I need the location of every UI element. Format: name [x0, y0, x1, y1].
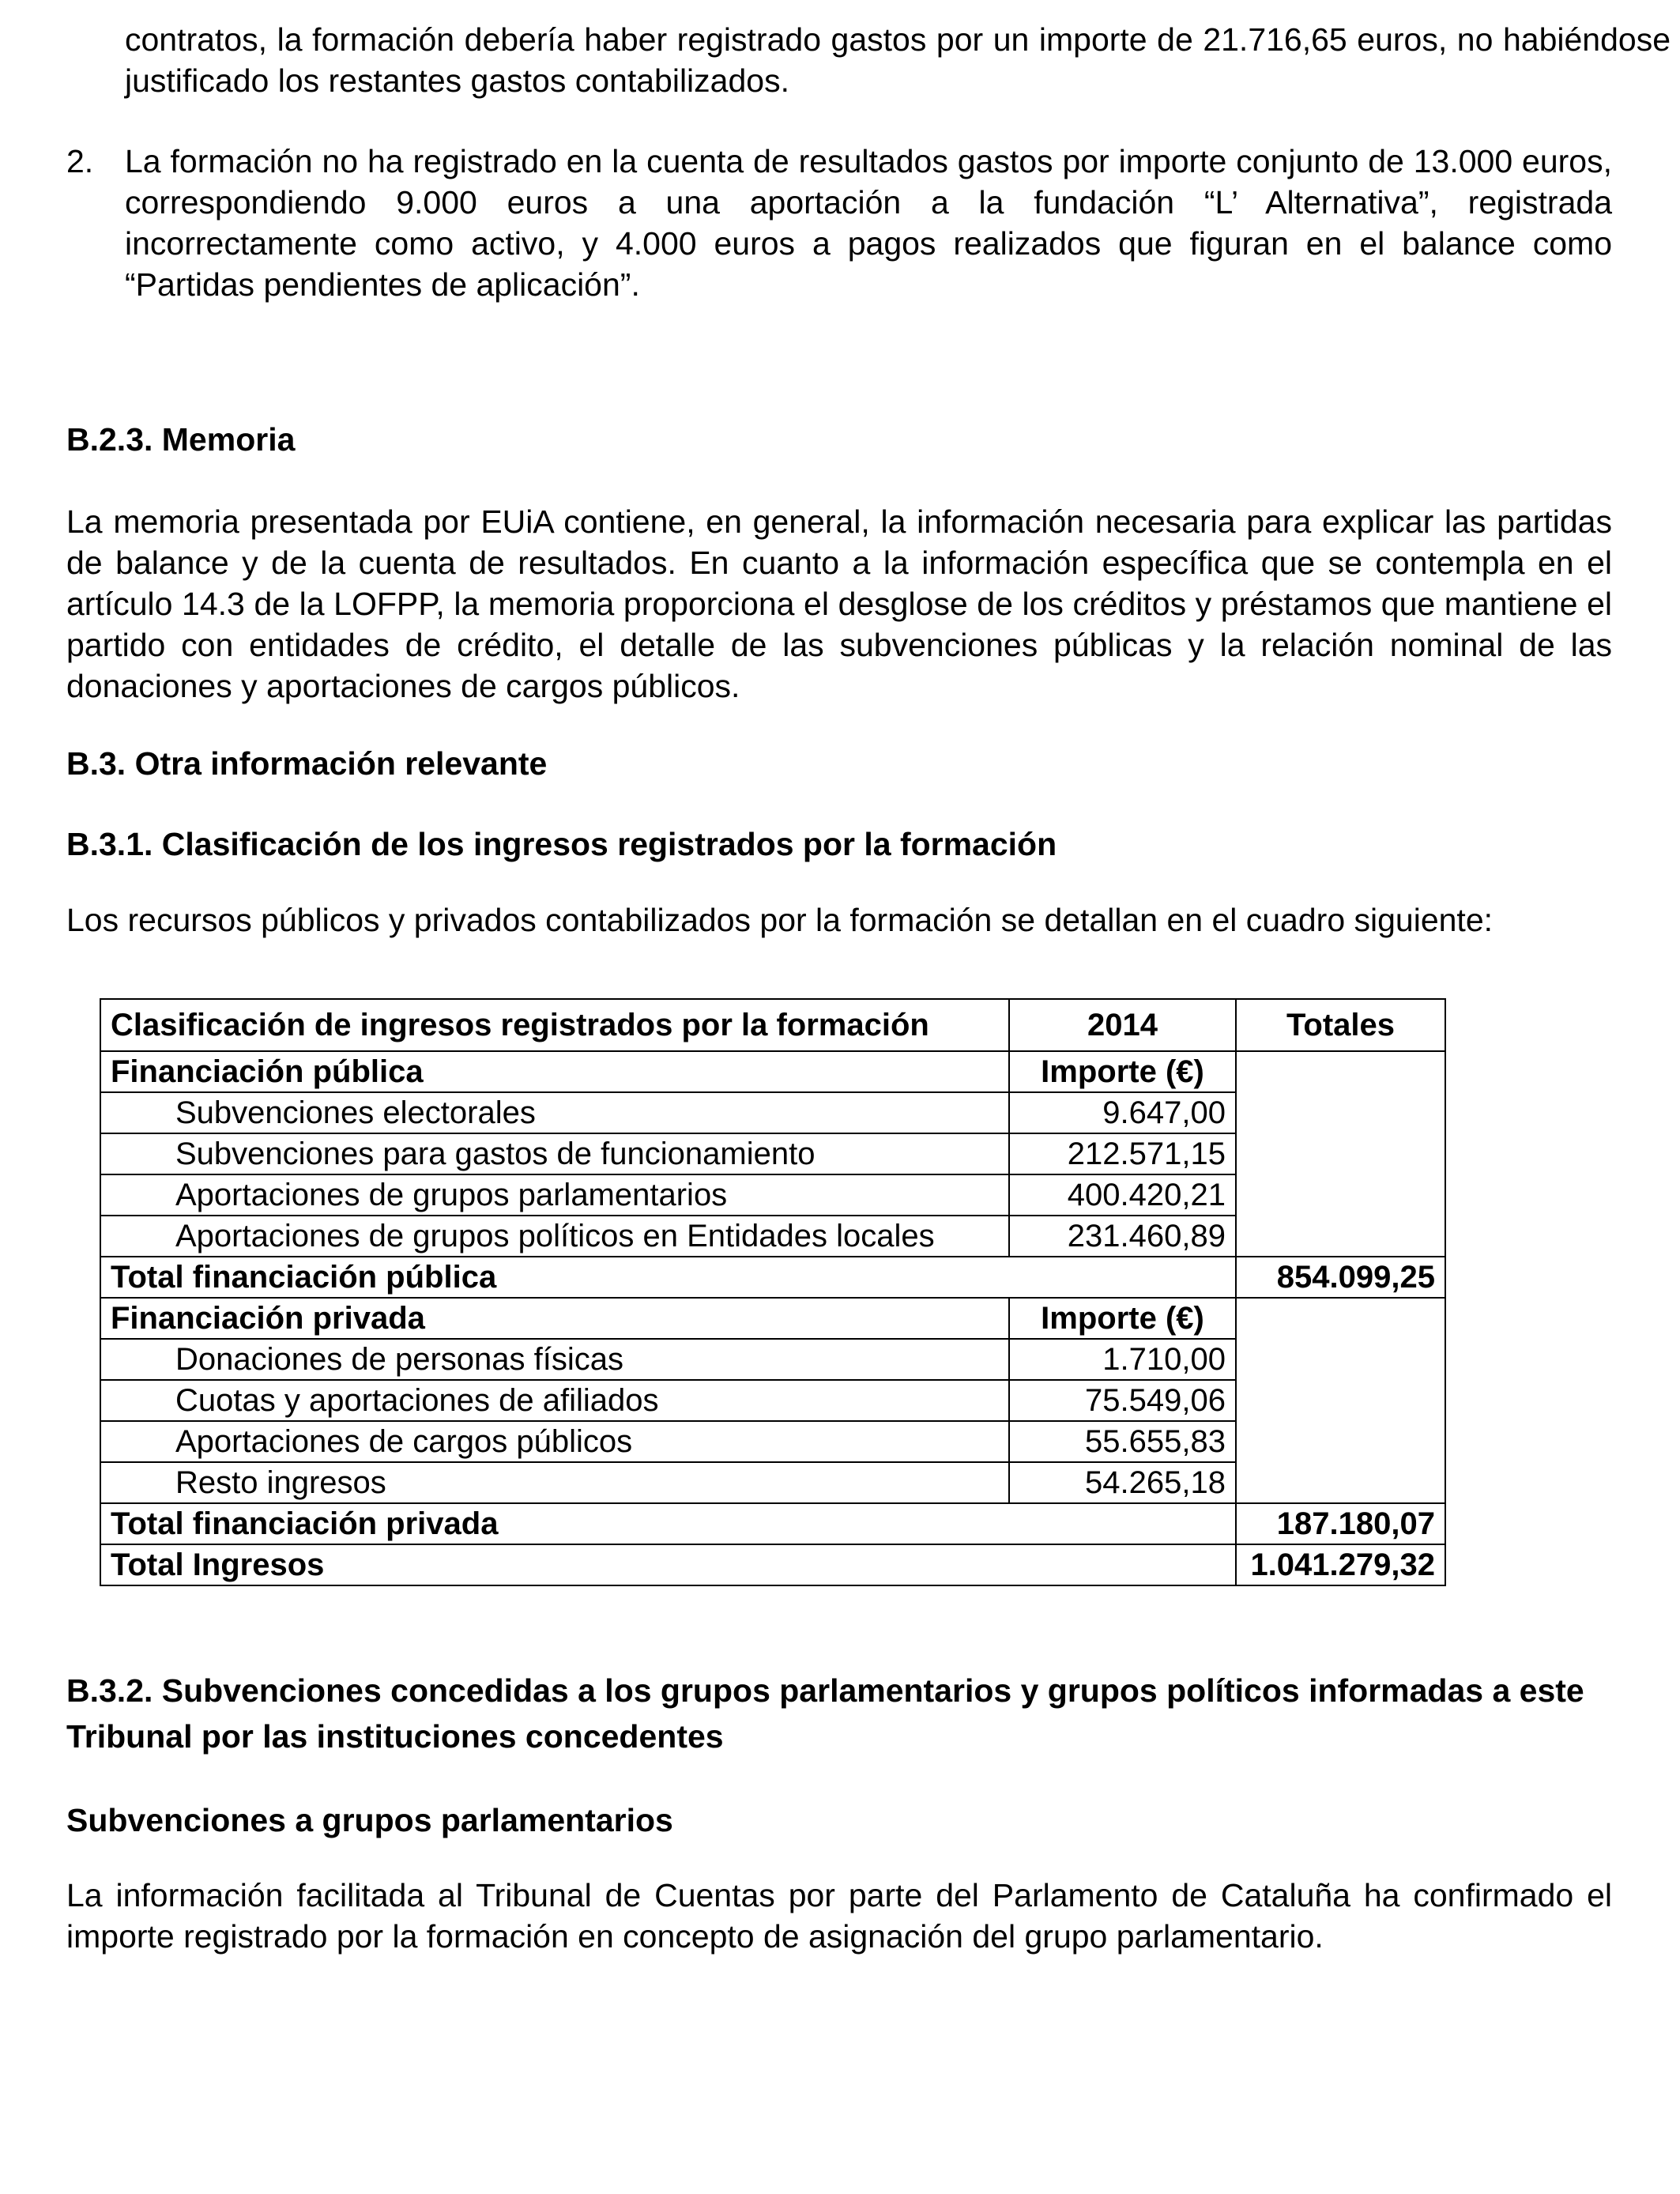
row-value: 9.647,00 — [1009, 1092, 1236, 1133]
row-value: 1.710,00 — [1009, 1339, 1236, 1380]
grand-total-value: 1.041.279,32 — [1236, 1544, 1445, 1585]
row-value: 54.265,18 — [1009, 1462, 1236, 1503]
table-grand-total-row — [100, 1544, 1445, 1585]
section-label: Financiación privada — [100, 1298, 1009, 1339]
total-value: 187.180,07 — [1236, 1503, 1445, 1544]
section-label: Financiación pública — [100, 1051, 1009, 1092]
heading-b32: B.3.2. Subvenciones concedidas a los grupos parlamentarios y grupos políticos informadas a este Tribunal por las instituciones concedentes — [66, 1672, 1584, 1755]
row-label: Subvenciones electorales — [100, 1092, 1009, 1133]
row-label: Resto ingresos — [100, 1462, 1009, 1503]
table-total-row — [100, 1257, 1445, 1298]
totals-blank — [1236, 1051, 1445, 1257]
total-label: Total financiación privada — [100, 1503, 1236, 1544]
total-value: 854.099,25 — [1236, 1257, 1445, 1298]
table-row — [100, 1051, 1445, 1092]
total-label: Total financiación pública — [100, 1257, 1236, 1298]
table-row — [100, 1298, 1445, 1339]
paragraph-continuation: contratos, la formación debería haber registrado gastos por un importe de 21.716,65 euros, no habiéndose justificado los restantes gastos contabilizados. — [125, 21, 1671, 99]
paragraph-memoria: La memoria presentada por EUiA contiene, en general, la información necesaria para explicar las partidas de balance y de la cuenta de resultados. En cuanto a la información específica que se contempla en el artículo 14.3 de la LOFPP, la memoria proporciona el desglose de los créditos y préstamos que mantiene el partido con entidades de crédito, el detalle de las subvenciones públicas y la relación nominal de las donaciones y aportaciones de cargos públicos. — [66, 503, 1612, 704]
row-label: Aportaciones de cargos públicos — [100, 1421, 1009, 1462]
heading-b3: B.3. Otra información relevante — [66, 745, 548, 782]
header-cell: Totales — [1236, 999, 1445, 1051]
row-label: Cuotas y aportaciones de afiliados — [100, 1380, 1009, 1421]
income-table — [100, 998, 1446, 1586]
paragraph-recursos: Los recursos públicos y privados contabilizados por la formación se detallan en el cuadro siguiente: — [66, 902, 1494, 938]
header-cell: 2014 — [1009, 999, 1236, 1051]
row-value: 212.571,15 — [1009, 1133, 1236, 1174]
row-label: Subvenciones para gastos de funcionamiento — [100, 1133, 1009, 1174]
unit-label: Importe (€) — [1009, 1051, 1236, 1092]
row-label: Aportaciones de grupos políticos en Entidades locales — [100, 1216, 1009, 1257]
table-total-row — [100, 1503, 1445, 1544]
totals-blank — [1236, 1298, 1445, 1503]
list-item-2 — [66, 141, 1612, 305]
header-cell: Clasificación de ingresos registrados por la formación — [100, 999, 1009, 1051]
list-number: 2. — [66, 143, 94, 179]
list-item-text: La formación no ha registrado en la cuenta de resultados gastos por importe conjunto de 13.000 euros, correspondiendo 9.000 euros a una aportación a la fundación “L’ Alternativa”, registrada incorrectamente como activo, y 4.000 euros a pagos realizados que figuran en el balance como “Partidas pendientes de aplicación”. — [125, 143, 1612, 303]
row-value: 55.655,83 — [1009, 1421, 1236, 1462]
row-value: 231.460,89 — [1009, 1216, 1236, 1257]
paragraph-grupos: La información facilitada al Tribunal de Cuentas por parte del Parlamento de Cataluña ha confirmado el importe registrado por la formación en concepto de asignación del grupo parlamentario. — [66, 1877, 1612, 1955]
row-label: Donaciones de personas físicas — [100, 1339, 1009, 1380]
heading-b23: B.2.3. Memoria — [66, 421, 296, 458]
heading-subvenciones-grupos: Subvenciones a grupos parlamentarios — [66, 1802, 673, 1838]
table-header-row — [100, 999, 1445, 1051]
heading-b31: B.3.1. Clasificación de los ingresos registrados por la formación — [66, 826, 1057, 862]
row-value: 75.549,06 — [1009, 1380, 1236, 1421]
grand-total-label: Total Ingresos — [100, 1544, 1236, 1585]
row-value: 400.420,21 — [1009, 1174, 1236, 1216]
unit-label: Importe (€) — [1009, 1298, 1236, 1339]
row-label: Aportaciones de grupos parlamentarios — [100, 1174, 1009, 1216]
